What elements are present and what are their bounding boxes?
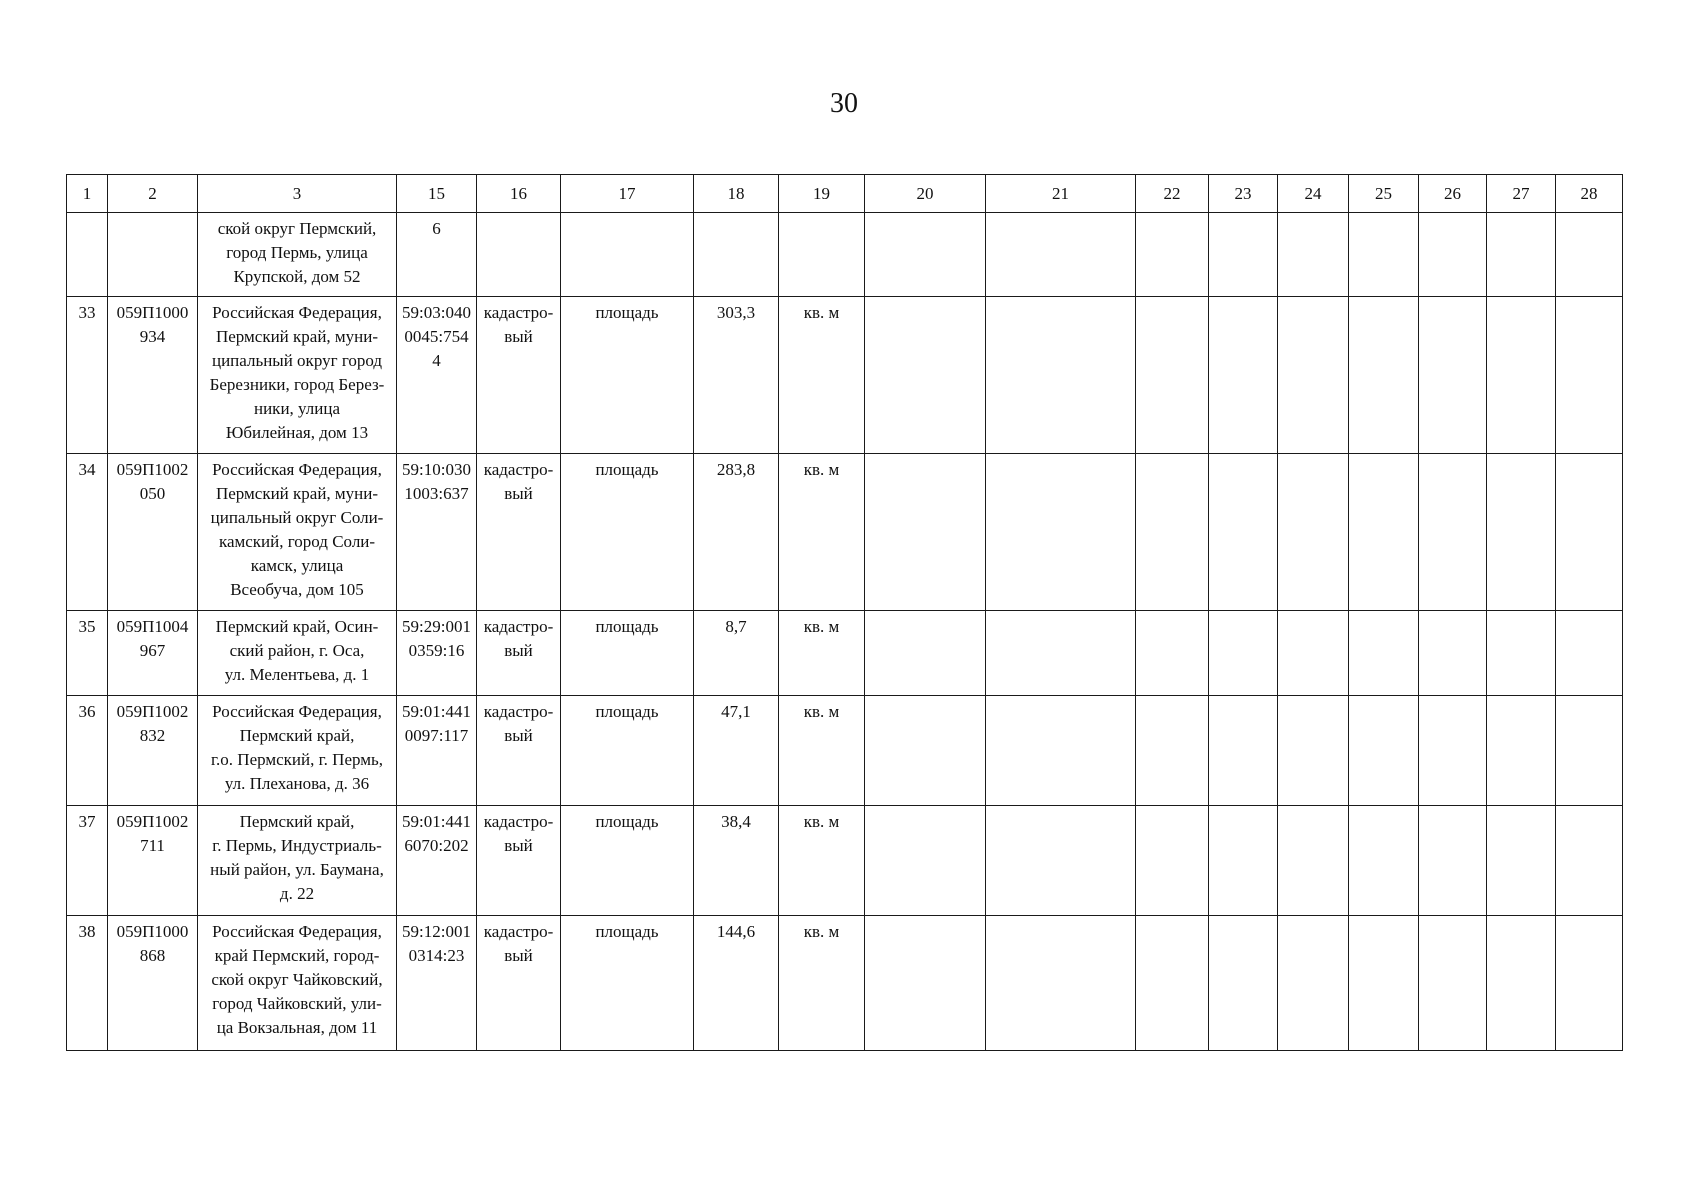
empty-cell-col-28	[1556, 696, 1623, 806]
cadastral-number-cell-line: 1003:637	[404, 484, 469, 503]
table-row	[67, 213, 1623, 297]
empty-cell-col-22	[1136, 213, 1209, 297]
cadastral-number-cell-line: 0359:16	[408, 641, 465, 660]
address-cell	[198, 916, 397, 1051]
cadastral-number-cell-line: 6	[432, 219, 441, 238]
number-type-cell-line: вый	[504, 641, 533, 660]
cadastral-number-cell	[397, 454, 477, 611]
registry-id-cell-line: 868	[139, 946, 166, 965]
table-row	[67, 297, 1623, 454]
address-cell-line: Пермский край, муни-	[215, 327, 379, 346]
cadastral-number-cell	[397, 611, 477, 696]
empty-cell-col-24	[1278, 696, 1349, 806]
empty-cell-col-27	[1487, 696, 1556, 806]
parameter-cell: площадь	[561, 806, 694, 916]
column-header: 15	[397, 175, 477, 213]
address-cell-line: г.о. Пермский, г. Пермь,	[210, 750, 383, 769]
address-cell	[198, 611, 397, 696]
address-cell-line: ца Вокзальная, дом 11	[216, 1018, 378, 1037]
address-cell-line: Российская Федерация,	[212, 922, 382, 941]
address-cell-line: ский район, г. Оса,	[229, 641, 365, 660]
address-cell-line: камский, город Соли-	[218, 532, 376, 551]
cadastral-number-cell-line: 59:29:001	[402, 617, 471, 636]
number-type-cell-line: кадастро-	[483, 617, 554, 636]
column-header: 2	[108, 175, 198, 213]
registry-id-cell	[108, 806, 198, 916]
row-number-cell: 38	[67, 916, 108, 1051]
empty-cell-col-23	[1209, 806, 1278, 916]
empty-cell-col-22	[1136, 806, 1209, 916]
registry-id-cell	[108, 696, 198, 806]
empty-cell-col-24	[1278, 297, 1349, 454]
column-header: 16	[477, 175, 561, 213]
cadastral-number-cell	[397, 696, 477, 806]
empty-cell-col-27	[1487, 611, 1556, 696]
empty-cell-col-24	[1278, 916, 1349, 1051]
table-body	[67, 175, 1623, 1051]
registry-id-cell	[108, 297, 198, 454]
empty-cell-col-21	[986, 213, 1136, 297]
column-header: 17	[561, 175, 694, 213]
column-header: 1	[67, 175, 108, 213]
empty-cell-col-22	[1136, 454, 1209, 611]
number-type-cell	[477, 297, 561, 454]
empty-cell-col-25	[1349, 454, 1419, 611]
address-cell-line: Российская Федерация,	[212, 303, 382, 322]
cadastral-number-cell	[397, 297, 477, 454]
unit-cell: кв. м	[779, 454, 865, 611]
registry-id-cell-line: 059П1002	[116, 460, 189, 479]
page-number: 30	[830, 88, 858, 119]
number-type-cell-line: кадастро-	[483, 303, 554, 322]
empty-cell-col-27	[1487, 213, 1556, 297]
empty-cell-col-23	[1209, 297, 1278, 454]
address-cell	[198, 297, 397, 454]
row-number-cell	[67, 213, 108, 297]
empty-cell-col-20	[865, 611, 986, 696]
empty-cell-col-28	[1556, 916, 1623, 1051]
cadastral-number-cell-line: 59:01:441	[402, 702, 471, 721]
empty-cell-col-21	[986, 454, 1136, 611]
empty-cell-col-23	[1209, 213, 1278, 297]
address-cell-line: ской округ Пермский,	[217, 219, 377, 238]
empty-cell-col-22	[1136, 611, 1209, 696]
parameter-cell	[561, 213, 694, 297]
cadastral-number-cell-line: 0097:117	[404, 726, 469, 745]
address-cell-line: ской округ Чайковский,	[211, 970, 383, 989]
value-cell: 144,6	[694, 916, 779, 1051]
address-cell-line: ул. Плеханова, д. 36	[224, 774, 370, 793]
table-row	[67, 454, 1623, 611]
column-header: 27	[1487, 175, 1556, 213]
empty-cell-col-20	[865, 213, 986, 297]
table-row	[67, 916, 1623, 1051]
row-number-cell: 37	[67, 806, 108, 916]
cadastral-number-cell-line: 59:01:441	[402, 812, 471, 831]
table-row	[67, 611, 1623, 696]
registry-id-cell	[108, 454, 198, 611]
number-type-cell	[477, 916, 561, 1051]
empty-cell-col-26	[1419, 806, 1487, 916]
empty-cell-col-24	[1278, 611, 1349, 696]
address-cell	[198, 454, 397, 611]
address-cell-line: Всеобуча, дом 105	[230, 580, 364, 599]
table-row	[67, 806, 1623, 916]
parameter-cell: площадь	[561, 297, 694, 454]
registry-id-cell-line: 934	[139, 327, 166, 346]
empty-cell-col-24	[1278, 213, 1349, 297]
value-cell	[694, 213, 779, 297]
value-cell: 303,3	[694, 297, 779, 454]
header-row	[67, 175, 1623, 213]
number-type-cell-line: кадастро-	[483, 922, 554, 941]
cadastral-number-cell-line: 59:12:001	[402, 922, 471, 941]
empty-cell-col-22	[1136, 297, 1209, 454]
table-row	[67, 696, 1623, 806]
empty-cell-col-26	[1419, 696, 1487, 806]
number-type-cell	[477, 611, 561, 696]
registry-id-cell-line: 967	[139, 641, 166, 660]
registry-id-cell-line: 059П1004	[116, 617, 189, 636]
number-type-cell-line: кадастро-	[483, 812, 554, 831]
address-cell-line: Крупской, дом 52	[233, 267, 361, 286]
parameter-cell: площадь	[561, 454, 694, 611]
column-header: 18	[694, 175, 779, 213]
registry-id-cell-line: 711	[140, 836, 165, 855]
empty-cell-col-26	[1419, 454, 1487, 611]
address-cell	[198, 806, 397, 916]
row-number-cell: 35	[67, 611, 108, 696]
number-type-cell	[477, 696, 561, 806]
empty-cell-col-22	[1136, 916, 1209, 1051]
unit-cell: кв. м	[779, 297, 865, 454]
number-type-cell	[477, 454, 561, 611]
number-type-cell-line: вый	[504, 836, 533, 855]
number-type-cell-line: вый	[504, 946, 533, 965]
registry-id-cell	[108, 611, 198, 696]
empty-cell-col-20	[865, 297, 986, 454]
number-type-cell-line: вый	[504, 726, 533, 745]
value-cell: 283,8	[694, 454, 779, 611]
cadastral-number-cell-line: 59:10:030	[402, 460, 471, 479]
empty-cell-col-27	[1487, 916, 1556, 1051]
empty-cell-col-21	[986, 611, 1136, 696]
unit-cell: кв. м	[779, 806, 865, 916]
parameter-cell: площадь	[561, 611, 694, 696]
address-cell-line: Пермский край, муни-	[215, 484, 379, 503]
value-cell: 38,4	[694, 806, 779, 916]
cadastral-number-cell-line: 0045:754	[404, 327, 469, 346]
empty-cell-col-25	[1349, 916, 1419, 1051]
empty-cell-col-27	[1487, 806, 1556, 916]
empty-cell-col-27	[1487, 454, 1556, 611]
empty-cell-col-27	[1487, 297, 1556, 454]
address-cell-line: ники, улица	[253, 399, 341, 418]
address-cell-line: ципальный округ Соли-	[210, 508, 384, 527]
address-cell-line: Пермский край, Осин-	[215, 617, 379, 636]
parameter-cell: площадь	[561, 916, 694, 1051]
registry-id-cell-line: 059П1002	[116, 812, 189, 831]
column-header: 19	[779, 175, 865, 213]
empty-cell-col-20	[865, 916, 986, 1051]
registry-id-cell-line: 832	[139, 726, 166, 745]
address-cell-line: Юбилейная, дом 13	[225, 423, 369, 442]
column-header: 26	[1419, 175, 1487, 213]
address-cell-line: Российская Федерация,	[212, 702, 382, 721]
address-cell	[198, 696, 397, 806]
empty-cell-col-28	[1556, 806, 1623, 916]
address-cell-line: д. 22	[279, 884, 315, 903]
column-header: 25	[1349, 175, 1419, 213]
unit-cell: кв. м	[779, 696, 865, 806]
column-header: 21	[986, 175, 1136, 213]
parameter-cell: площадь	[561, 696, 694, 806]
empty-cell-col-26	[1419, 297, 1487, 454]
number-type-cell-line: вый	[504, 327, 533, 346]
registry-id-cell-line: 059П1000	[116, 922, 189, 941]
empty-cell-col-28	[1556, 297, 1623, 454]
address-cell-line: город Пермь, улица	[226, 243, 368, 262]
address-cell-line: ный район, ул. Баумана,	[210, 860, 384, 879]
cadastral-number-cell	[397, 916, 477, 1051]
registry-table	[66, 174, 1623, 1051]
empty-cell-col-21	[986, 696, 1136, 806]
column-header: 24	[1278, 175, 1349, 213]
empty-cell-col-28	[1556, 611, 1623, 696]
registry-id-cell	[108, 213, 198, 297]
unit-cell: кв. м	[779, 916, 865, 1051]
registry-id-cell-line: 059П1002	[116, 702, 189, 721]
value-cell: 8,7	[694, 611, 779, 696]
unit-cell	[779, 213, 865, 297]
row-number-cell: 36	[67, 696, 108, 806]
empty-cell-col-23	[1209, 454, 1278, 611]
registry-id-cell	[108, 916, 198, 1051]
number-type-cell	[477, 213, 561, 297]
address-cell	[198, 213, 397, 297]
column-header: 20	[865, 175, 986, 213]
empty-cell-col-21	[986, 916, 1136, 1051]
empty-cell-col-20	[865, 806, 986, 916]
address-cell-line: камск, улица	[250, 556, 344, 575]
empty-cell-col-22	[1136, 696, 1209, 806]
empty-cell-col-24	[1278, 454, 1349, 611]
empty-cell-col-28	[1556, 213, 1623, 297]
empty-cell-col-20	[865, 454, 986, 611]
address-cell-line: ципальный округ город	[211, 351, 383, 370]
empty-cell-col-26	[1419, 916, 1487, 1051]
empty-cell-col-26	[1419, 213, 1487, 297]
cadastral-number-cell-line: 59:03:040	[402, 303, 471, 322]
cadastral-number-cell-line: 4	[432, 351, 441, 370]
empty-cell-col-25	[1349, 611, 1419, 696]
value-cell: 47,1	[694, 696, 779, 806]
address-cell-line: город Чайковский, ули-	[212, 994, 382, 1013]
empty-cell-col-24	[1278, 806, 1349, 916]
cadastral-number-cell-line: 0314:23	[408, 946, 465, 965]
empty-cell-col-25	[1349, 696, 1419, 806]
registry-id-cell-line: 059П1000	[116, 303, 189, 322]
empty-cell-col-23	[1209, 696, 1278, 806]
empty-cell-col-23	[1209, 611, 1278, 696]
address-cell-line: край Пермский, город-	[214, 946, 380, 965]
address-cell-line: Российская Федерация,	[212, 460, 382, 479]
empty-cell-col-21	[986, 297, 1136, 454]
empty-cell-col-23	[1209, 916, 1278, 1051]
empty-cell-col-20	[865, 696, 986, 806]
empty-cell-col-28	[1556, 454, 1623, 611]
cadastral-number-cell-line: 6070:202	[404, 836, 469, 855]
registry-id-cell-line: 050	[139, 484, 166, 503]
number-type-cell-line: вый	[504, 484, 533, 503]
empty-cell-col-25	[1349, 213, 1419, 297]
column-header: 28	[1556, 175, 1623, 213]
number-type-cell	[477, 806, 561, 916]
empty-cell-col-21	[986, 806, 1136, 916]
address-cell-line: Пермский край,	[239, 726, 355, 745]
empty-cell-col-26	[1419, 611, 1487, 696]
number-type-cell-line: кадастро-	[483, 460, 554, 479]
number-type-cell-line: кадастро-	[483, 702, 554, 721]
address-cell-line: Пермский край,	[239, 812, 355, 831]
column-header: 23	[1209, 175, 1278, 213]
address-cell-line: г. Пермь, Индустриаль-	[212, 836, 382, 855]
cadastral-number-cell	[397, 806, 477, 916]
empty-cell-col-25	[1349, 806, 1419, 916]
row-number-cell: 34	[67, 454, 108, 611]
empty-cell-col-25	[1349, 297, 1419, 454]
column-header: 3	[198, 175, 397, 213]
address-cell-line: Березники, город Берез-	[209, 375, 385, 394]
column-header: 22	[1136, 175, 1209, 213]
row-number-cell: 33	[67, 297, 108, 454]
address-cell-line: ул. Мелентьева, д. 1	[224, 665, 370, 684]
cadastral-number-cell	[397, 213, 477, 297]
unit-cell: кв. м	[779, 611, 865, 696]
